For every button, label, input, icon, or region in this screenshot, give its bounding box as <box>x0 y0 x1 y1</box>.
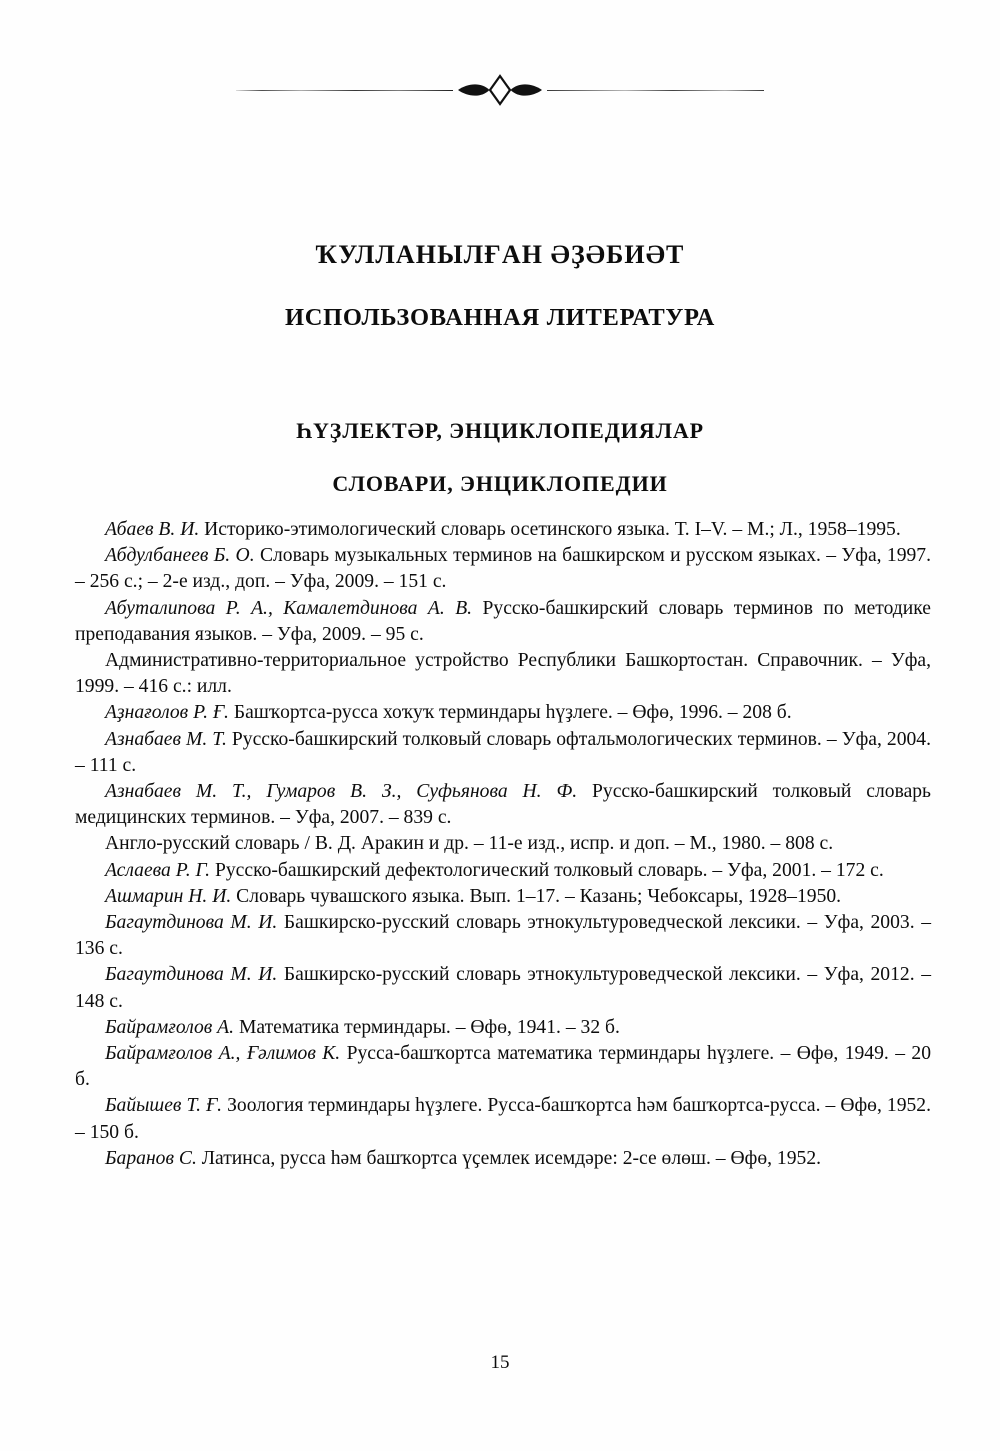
bibliography-entry <box>75 543 931 595</box>
section-heading-russian: СЛОВАРИ, ЭНЦИКЛОПЕДИИ <box>332 471 668 497</box>
bibliography-entry <box>75 596 931 648</box>
entry-author: Ашмарин Н. И. <box>105 885 232 907</box>
ornament-divider <box>236 70 764 110</box>
bibliography-entry <box>75 858 931 884</box>
entry-reference: Словарь музыкальных терминов на башкирском и русском языках. – Уфа, 1997. – 256 с.; – 2-е изд., доп. – Уфа, 2009. – 151 с. <box>75 545 931 593</box>
entry-author: Багаутдинова М. И. <box>105 964 278 986</box>
entry-author: Аслаева Р. Г. <box>105 859 211 881</box>
bibliography-list <box>75 517 931 1172</box>
entry-reference: Башҡортса-русса хоҡуҡ терминдары һүҙлеге. – Өфө, 1996. – 208 б. <box>228 702 792 724</box>
entry-reference: Русса-башҡортса математика терминдары һүҙлеге. – Өфө, 1949. – 20 б. <box>75 1043 931 1091</box>
entry-reference: Русско-башкирский словарь терминов по методике преподавания языков. – Уфа, 2009. – 95 с. <box>75 597 931 645</box>
entry-author: Баранов С. <box>105 1147 197 1169</box>
entry-reference: Историко-этимологический словарь осетинского языка. Т. I–V. – М.; Л., 1958–1995. <box>199 519 901 540</box>
divider-rule-right <box>547 90 764 91</box>
entry-reference: Русско-башкирский дефектологический толковый словарь. – Уфа, 2001. – 172 с. <box>210 859 884 881</box>
bibliography-entry <box>75 884 931 910</box>
bibliography-entry <box>75 1093 931 1145</box>
bibliography-entry <box>75 962 931 1014</box>
entry-reference: Зоология терминдары һүҙлеге. Русса-башҡортса һәм башҡортса-русса. – Өфө, 1952. – 150 б. <box>75 1095 931 1143</box>
diamond-flourish-divider-icon <box>455 73 545 107</box>
bibliography-entry <box>75 648 931 700</box>
entry-author: Байрамғолов А. <box>105 1016 235 1038</box>
entry-reference: Башкирско-русский словарь этнокультуроведческой лексики. – Уфа, 2012. – 148 с. <box>75 964 931 1012</box>
entry-author: Абуталипова Р. А., Камалетдинова А. В. <box>105 597 473 619</box>
entry-author: Азнабаев М. Т. <box>105 728 227 750</box>
bibliography-entry <box>75 1015 931 1041</box>
divider-rule-left <box>236 90 453 91</box>
entry-author: Багаутдинова М. И. <box>105 912 278 934</box>
entry-reference: Башкирско-русский словарь этнокультуроведческой лексики. – Уфа, 2003. – 136 с. <box>75 912 931 960</box>
entry-author: Абдулбанеев Б. О. <box>105 545 255 567</box>
entry-reference: Англо-русский словарь / В. Д. Аракин и др. – 11-е изд., испр. и доп. – М., 1980. – 808 с. <box>105 833 834 855</box>
page-number: 15 <box>490 1352 510 1373</box>
bibliography-entry <box>75 831 931 857</box>
entry-reference: Латинса, русса һәм башҡортса үҫемлек исемдәре: 2-се өлөш. – Өфө, 1952. <box>196 1147 822 1169</box>
entry-author: Азнабаев М. Т., Гумаров В. З., Суфьянова Н. Ф. <box>105 781 578 803</box>
entry-author: Аҙнағолов Р. Ғ. <box>105 702 229 724</box>
section-heading <box>0 418 1000 497</box>
entry-reference: Математика терминдары. – Өфө, 1941. – 32 б. <box>234 1016 620 1038</box>
bibliography-entry <box>75 700 931 726</box>
bibliography-entry <box>75 727 931 779</box>
title-bashkir: ҠУЛЛАНЫЛҒАН ӘҘӘБИӘТ <box>315 240 685 269</box>
section-heading-bashkir: ҺҮҘЛЕКТӘР, ЭНЦИКЛОПЕДИЯЛАР <box>295 418 705 443</box>
bibliography-entry <box>75 1146 931 1172</box>
entry-reference: Русско-башкирский толковый словарь офтальмологических терминов. – Уфа, 2004. – 111 с. <box>75 728 931 776</box>
page-title <box>0 240 1000 332</box>
entry-author: Абаев В. И. <box>105 519 200 540</box>
entry-reference: Административно-территориальное устройство Республики Башкортостан. Справочник. – Уфа, 1999. – 416 с.: илл. <box>75 650 931 698</box>
entry-author: Байышев Т. Ғ. <box>105 1095 223 1117</box>
entry-reference: Русско-башкирский толковый словарь медицинских терминов. – Уфа, 2007. – 839 с. <box>75 781 931 829</box>
entry-reference: Словарь чувашского языка. Вып. 1–17. – Казань; Чебоксары, 1928–1950. <box>231 885 842 907</box>
bibliography-entry <box>75 517 931 543</box>
bibliography-entry <box>75 779 931 831</box>
entry-author: Байрамғолов А., Ғәлимов К. <box>105 1043 341 1065</box>
bibliography-entry <box>75 1041 931 1093</box>
title-russian: ИСПОЛЬЗОВАННАЯ ЛИТЕРАТУРА <box>285 303 715 331</box>
bibliography-entry <box>75 910 931 962</box>
